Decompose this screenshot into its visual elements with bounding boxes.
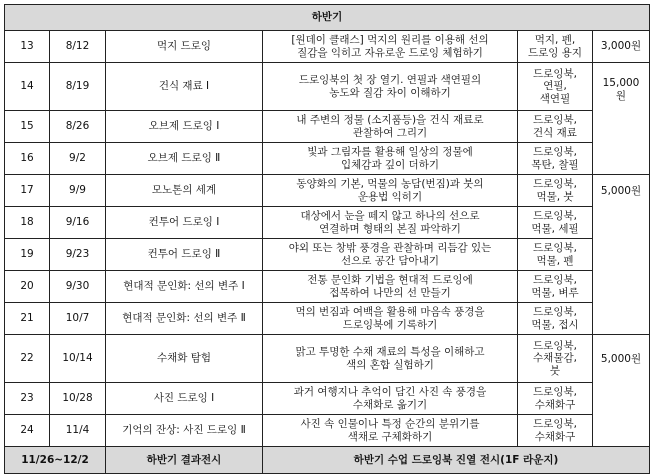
session-description: 대상에서 눈을 떼지 않고 하나의 선으로 연결하며 형태의 본질 파악하기 <box>263 207 518 239</box>
session-title: 오브제 드로잉 Ⅱ <box>106 143 263 175</box>
session-fee: 5,000원 <box>593 335 650 447</box>
session-materials: 드로잉북, 먹물, 세필 <box>518 207 593 239</box>
session-date: 11/4 <box>50 415 106 447</box>
session-materials: 드로잉북, 연필, 색연필 <box>518 63 593 111</box>
session-title: 모노톤의 세계 <box>106 175 263 207</box>
session-description: 과거 여행지나 추억이 담긴 사진 속 풍경을 수채화로 옮기기 <box>263 383 518 415</box>
session-fee: 5,000원 <box>593 175 650 335</box>
exhibition-description: 하반기 수업 드로잉북 진열 전시(1F 라운지) <box>263 447 650 474</box>
session-fee: 3,000원 <box>593 31 650 63</box>
session-description: [원데이 클래스] 먹지의 원리를 이용해 선의 질감을 익히고 자유로운 드로잉 체험하기 <box>263 31 518 63</box>
schedule-table <box>4 4 650 474</box>
session-date: 9/9 <box>50 175 106 207</box>
session-description: 동양화의 기본, 먹물의 농담(번짐)과 붓의 운용법 익히기 <box>263 175 518 207</box>
session-date: 10/14 <box>50 335 106 383</box>
table-header-row <box>5 5 650 31</box>
session-title: 먹지 드로잉 <box>106 31 263 63</box>
session-description: 내 주변의 정물 (소지품등)을 건식 재료로 관찰하여 그리기 <box>263 111 518 143</box>
half-year-title: 하반기 <box>5 5 650 31</box>
session-number: 22 <box>5 335 50 383</box>
session-materials: 드로잉북, 목탄, 찰필 <box>518 143 593 175</box>
table-row <box>5 31 650 63</box>
session-description: 드로잉북의 첫 장 열기. 연필과 색연필의 농도와 질감 차이 이해하기 <box>263 63 518 111</box>
session-date: 9/16 <box>50 207 106 239</box>
session-description: 야외 또는 창밖 풍경을 관찰하며 리듬감 있는 선으로 공간 담아내기 <box>263 239 518 271</box>
session-fee: 15,000 원 <box>593 63 650 175</box>
exhibition-title: 하반기 결과전시 <box>106 447 263 474</box>
table-row <box>5 63 650 111</box>
session-number: 13 <box>5 31 50 63</box>
session-materials: 드로잉북, 먹물, 붓 <box>518 175 593 207</box>
session-description: 사진 속 인물이나 특정 순간의 분위기를 색채로 구체화하기 <box>263 415 518 447</box>
session-title: 현대적 문인화: 선의 변주 Ⅰ <box>106 271 263 303</box>
table-row <box>5 239 650 271</box>
session-title: 수채화 탐험 <box>106 335 263 383</box>
session-date: 10/28 <box>50 383 106 415</box>
session-number: 17 <box>5 175 50 207</box>
session-materials: 먹지, 펜, 드로잉 용지 <box>518 31 593 63</box>
session-date: 8/26 <box>50 111 106 143</box>
table-row <box>5 175 650 207</box>
session-title: 오브제 드로잉 Ⅰ <box>106 111 263 143</box>
session-title: 컨투어 드로잉 Ⅰ <box>106 207 263 239</box>
session-title: 컨투어 드로잉 Ⅱ <box>106 239 263 271</box>
session-number: 24 <box>5 415 50 447</box>
session-description: 전통 문인화 기법을 현대적 드로잉에 접목하여 나만의 선 만들기 <box>263 271 518 303</box>
session-materials: 드로잉북, 먹물, 벼루 <box>518 271 593 303</box>
session-number: 21 <box>5 303 50 335</box>
session-materials: 드로잉북, 수채화구 <box>518 383 593 415</box>
session-number: 15 <box>5 111 50 143</box>
session-title: 건식 재료 Ⅰ <box>106 63 263 111</box>
session-materials: 드로잉북, 수채물감, 붓 <box>518 335 593 383</box>
session-date: 8/12 <box>50 31 106 63</box>
session-number: 19 <box>5 239 50 271</box>
session-date: 9/2 <box>50 143 106 175</box>
session-number: 14 <box>5 63 50 111</box>
exhibition-date: 11/26~12/2 <box>5 447 106 474</box>
table-row <box>5 415 650 447</box>
session-description: 빛과 그림자를 활용해 일상의 정물에 입체감과 깊이 더하기 <box>263 143 518 175</box>
session-number: 20 <box>5 271 50 303</box>
session-date: 8/19 <box>50 63 106 111</box>
session-materials: 드로잉북, 수채화구 <box>518 415 593 447</box>
table-row <box>5 383 650 415</box>
session-date: 9/23 <box>50 239 106 271</box>
session-number: 16 <box>5 143 50 175</box>
table-row <box>5 111 650 143</box>
table-row <box>5 271 650 303</box>
session-number: 23 <box>5 383 50 415</box>
session-materials: 드로잉북, 먹물, 접시 <box>518 303 593 335</box>
session-date: 9/30 <box>50 271 106 303</box>
session-title: 기억의 잔상: 사진 드로잉 Ⅱ <box>106 415 263 447</box>
table-row <box>5 207 650 239</box>
table-row <box>5 303 650 335</box>
session-title: 현대적 문인화: 선의 변주 Ⅱ <box>106 303 263 335</box>
session-description: 먹의 번짐과 여백을 활용해 마음속 풍경을 드로잉북에 기록하기 <box>263 303 518 335</box>
session-description: 맑고 투명한 수채 재료의 특성을 이해하고 색의 혼합 실험하기 <box>263 335 518 383</box>
exhibition-row <box>5 447 650 474</box>
table-row <box>5 143 650 175</box>
session-date: 10/7 <box>50 303 106 335</box>
table-row <box>5 335 650 383</box>
session-materials: 드로잉북, 건식 재료 <box>518 111 593 143</box>
session-materials: 드로잉북, 먹물, 펜 <box>518 239 593 271</box>
session-title: 사진 드로잉 Ⅰ <box>106 383 263 415</box>
session-number: 18 <box>5 207 50 239</box>
